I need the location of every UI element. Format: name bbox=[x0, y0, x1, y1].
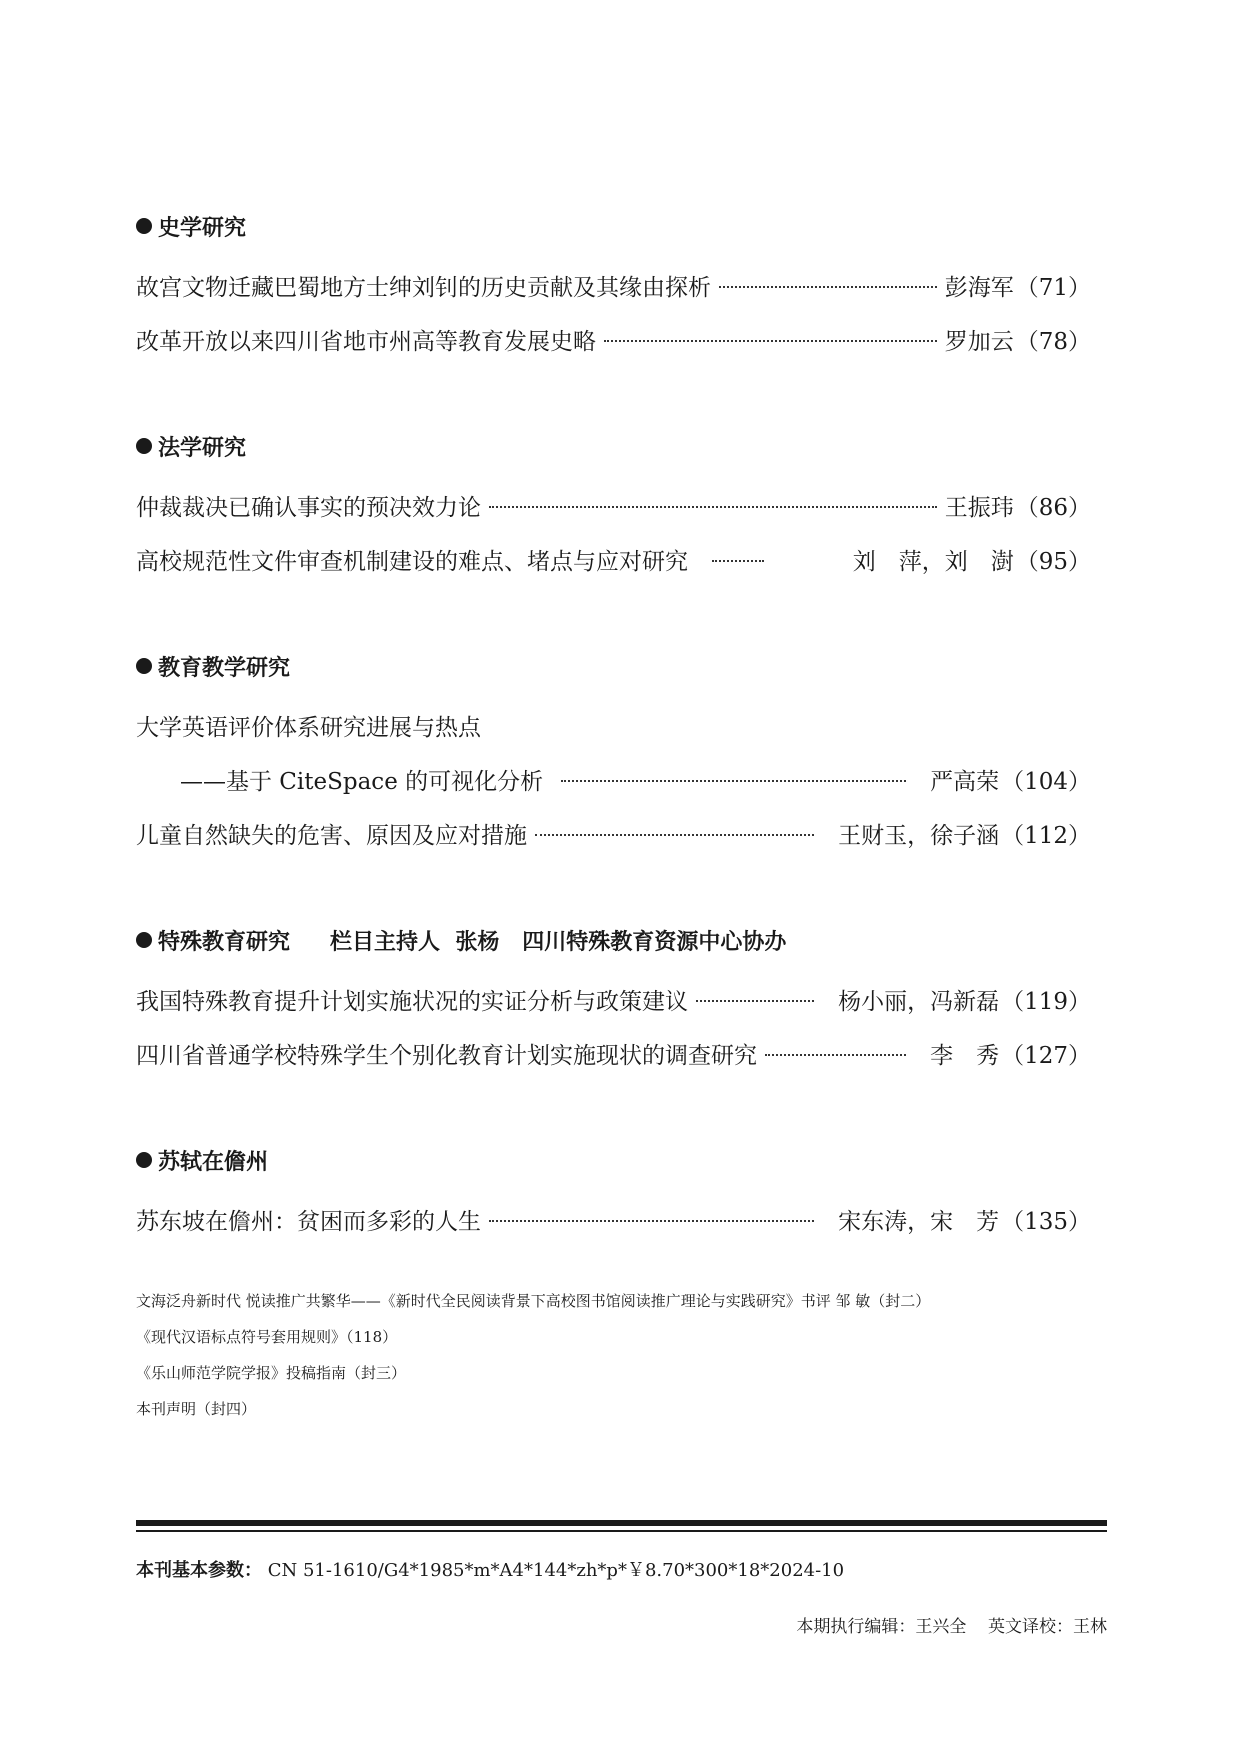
bullet-icon bbox=[136, 438, 152, 454]
entry-page: （86） bbox=[1015, 494, 1091, 521]
toc-section bbox=[136, 1142, 1091, 1246]
toc-entry[interactable] bbox=[136, 478, 1091, 532]
entry-title: 仲裁裁决已确认事实的预决效力论 bbox=[136, 494, 481, 521]
entry-page: （95） bbox=[1015, 548, 1091, 575]
section-title: 法学研究 bbox=[158, 435, 247, 461]
entry-page: （78） bbox=[1015, 328, 1091, 355]
entry-title: 儿童自然缺失的危害、原因及应对措施 bbox=[136, 822, 527, 849]
section-title: 教育教学研究 bbox=[158, 655, 291, 681]
toc-section bbox=[136, 428, 1091, 586]
dot-leader bbox=[489, 1220, 814, 1222]
params-label: 本刊基本参数： bbox=[136, 1560, 262, 1581]
toc-section bbox=[136, 208, 1091, 366]
toc-entry-title-line[interactable] bbox=[136, 698, 1091, 752]
entry-title: 高校规范性文件审查机制建设的难点、堵点与应对研究 bbox=[136, 548, 688, 575]
entry-author: 杨小丽，冯新磊 bbox=[838, 988, 1000, 1015]
toc-entry[interactable] bbox=[136, 258, 1091, 312]
note-line[interactable]: 《现代汉语标点符号套用规则》（118） bbox=[136, 1328, 398, 1346]
entry-page: （127） bbox=[1001, 1042, 1091, 1069]
divider-thin bbox=[136, 1530, 1107, 1532]
entry-page: （135） bbox=[1001, 1208, 1091, 1235]
dot-leader bbox=[604, 340, 937, 342]
entry-title: 大学英语评价体系研究进展与热点 bbox=[136, 714, 481, 741]
supplementary-notes bbox=[136, 1283, 1096, 1427]
bullet-icon bbox=[136, 218, 152, 234]
entry-page: （112） bbox=[1001, 822, 1091, 849]
toc-content bbox=[136, 208, 1091, 1308]
toc-entry[interactable] bbox=[136, 532, 1091, 586]
section-header bbox=[136, 922, 1091, 958]
entry-title: 改革开放以来四川省地市州高等教育发展史略 bbox=[136, 328, 596, 355]
dot-leader bbox=[765, 1054, 906, 1056]
toc-entry[interactable] bbox=[136, 806, 1091, 860]
toc-section bbox=[136, 922, 1091, 1080]
bullet-icon bbox=[136, 932, 152, 948]
dot-leader bbox=[719, 286, 937, 288]
entry-author: 罗加云 bbox=[944, 328, 1014, 355]
section-title: 苏轼在儋州 bbox=[158, 1149, 269, 1175]
entry-page: （71） bbox=[1015, 274, 1091, 301]
params-value: CN 51-1610/G4*1985*m*A4*144*zh*p*￥8.70*300*18*2024-10 bbox=[267, 1560, 845, 1581]
section-header bbox=[136, 648, 1091, 684]
toc-entry[interactable] bbox=[136, 1026, 1091, 1080]
note-line[interactable]: 《乐山师范学院学报》投稿指南（封三） bbox=[136, 1364, 407, 1382]
toc-entry[interactable] bbox=[136, 972, 1091, 1026]
note-line[interactable]: 文海泛舟新时代 悦读推广共繁华——《新时代全民阅读背景下高校图书馆阅读推广理论与实践研究》书评 邹 敏（封二） bbox=[136, 1292, 931, 1310]
entry-author: 彭海军 bbox=[944, 274, 1014, 301]
dot-leader bbox=[561, 780, 906, 782]
section-title: 史学研究 bbox=[158, 215, 247, 241]
entry-author: 王振玮 bbox=[944, 494, 1014, 521]
entry-page: （119） bbox=[1001, 988, 1091, 1015]
toc-section bbox=[136, 648, 1091, 860]
toc-entry[interactable] bbox=[136, 312, 1091, 366]
note-line[interactable]: 本刊声明（封四） bbox=[136, 1400, 257, 1418]
entry-author: 宋东涛，宋 芳 bbox=[838, 1208, 1000, 1235]
entry-author: 王财玉，徐子涵 bbox=[838, 822, 1000, 849]
dot-leader bbox=[489, 506, 937, 508]
column-host-note: 栏目主持人 张杨 四川特殊教育资源中心协办 bbox=[330, 929, 787, 955]
journal-parameters bbox=[136, 1556, 844, 1582]
entry-author: 李 秀 bbox=[930, 1042, 1000, 1069]
toc-entry-subtitle-line[interactable] bbox=[136, 752, 1091, 806]
section-header bbox=[136, 1142, 1091, 1178]
section-title: 特殊教育研究 bbox=[158, 929, 291, 955]
divider-thick bbox=[136, 1520, 1107, 1526]
dot-leader bbox=[696, 1000, 814, 1002]
entry-author: 严高荣 bbox=[930, 768, 1000, 795]
section-header bbox=[136, 208, 1091, 244]
section-header bbox=[136, 428, 1091, 464]
editor-credits: 本期执行编辑：王兴全 英文译校：王林 bbox=[796, 1617, 1107, 1637]
toc-entry[interactable] bbox=[136, 1192, 1091, 1246]
entry-author: 刘 萍，刘 澍 bbox=[852, 548, 1014, 575]
entry-title: 故宫文物迁藏巴蜀地方士绅刘钊的历史贡献及其缘由探析 bbox=[136, 274, 711, 301]
entry-title: 我国特殊教育提升计划实施状况的实证分析与政策建议 bbox=[136, 988, 688, 1015]
entry-subtitle: ——基于 CiteSpace 的可视化分析 bbox=[180, 768, 544, 795]
entry-page: （104） bbox=[1001, 768, 1091, 795]
entry-title: 四川省普通学校特殊学生个别化教育计划实施现状的调查研究 bbox=[136, 1042, 757, 1069]
entry-title: 苏东坡在儋州：贫困而多彩的人生 bbox=[136, 1208, 481, 1235]
dot-leader bbox=[535, 834, 814, 836]
bullet-icon bbox=[136, 658, 152, 674]
bullet-icon bbox=[136, 1152, 152, 1168]
dot-leader bbox=[712, 560, 764, 562]
